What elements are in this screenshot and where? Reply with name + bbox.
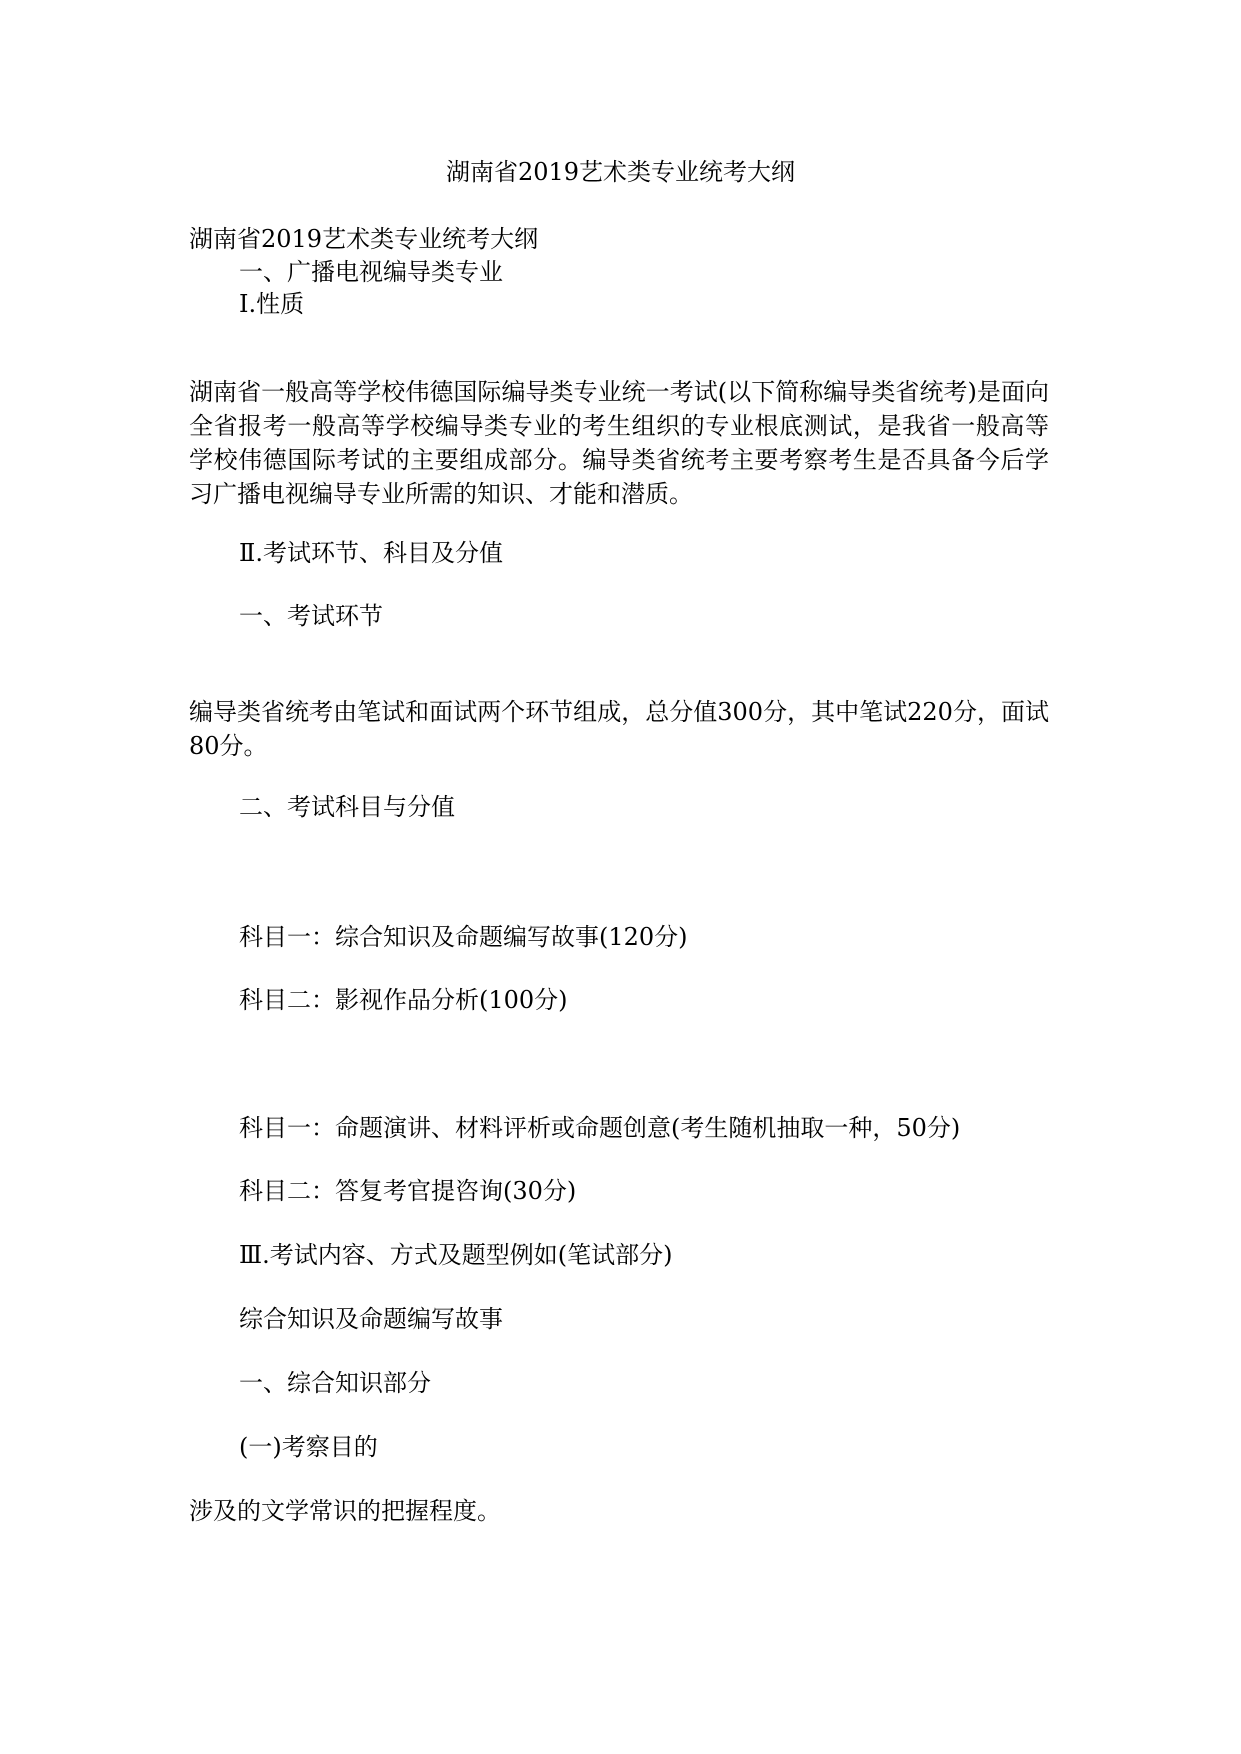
paragraph-nature: 湖南省一般高等学校伟德国际编导类专业统一考试(以下简称编导类省统考)是面向全省报考一般高等学校编导类专业的考生组织的专业根底测试，是我省一般高等学校伟德国际考试的主要组成部分。编导类省统考主要考察考生是否具备今后学习广播电视编导专业所需的知识、才能和潜质。 <box>189 378 1049 508</box>
part-heading-exam-content: Ⅲ.考试内容、方式及题型例如(笔试部分) <box>239 1241 673 1269</box>
subheading-exam-purpose: (一)考察目的 <box>239 1433 378 1461</box>
section-heading-broadcast: 一、广播电视编导类专业 <box>239 258 503 286</box>
interview-subject-one: 科目一：命题演讲、材料评析或命题创意(考生随机抽取一种，50分) <box>239 1114 961 1142</box>
paragraph-purpose: 涉及的文学常识的把握程度。 <box>189 1497 501 1525</box>
subheading-subjects-scores: 二、考试科目与分值 <box>239 793 455 821</box>
document-title: 湖南省2019艺术类专业统考大纲 <box>445 158 796 186</box>
subheading-exam-stages: 一、考试环节 <box>239 602 383 630</box>
part-heading-nature: Ⅰ.性质 <box>239 290 305 318</box>
written-subject-two: 科目二：影视作品分析(100分) <box>239 986 568 1014</box>
part-heading-exam-structure: Ⅱ.考试环节、科目及分值 <box>239 539 503 567</box>
topic-heading: 综合知识及命题编写故事 <box>239 1305 503 1333</box>
document-subtitle: 湖南省2019艺术类专业统考大纲 <box>189 225 539 253</box>
subheading-general-knowledge: 一、综合知识部分 <box>239 1369 431 1397</box>
interview-subject-two: 科目二：答复考官提咨询(30分) <box>239 1177 577 1205</box>
paragraph-exam-stages: 编导类省统考由笔试和面试两个环节组成，总分值300分，其中笔试220分，面试80分。 <box>189 698 1049 760</box>
written-subject-one: 科目一：综合知识及命题编写故事(120分) <box>239 923 688 951</box>
